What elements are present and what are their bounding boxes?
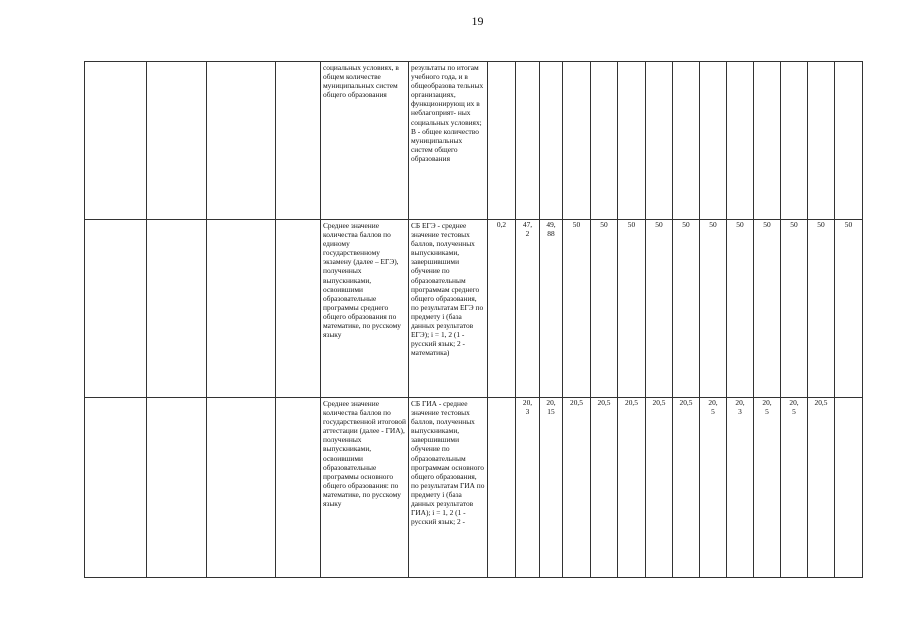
- indicator-text: социальных условиях, в общем количестве муниципальных систем общего образования: [323, 63, 399, 100]
- value-cell: [618, 398, 646, 578]
- formula-cell: [409, 398, 488, 578]
- value-cell: [540, 220, 563, 398]
- empty-cell: [276, 220, 321, 398]
- value-cell: [563, 220, 591, 398]
- value-text: 20, 5: [762, 398, 772, 417]
- value-text: 50: [655, 220, 663, 229]
- value-text: 20, 3: [735, 398, 745, 417]
- value-cell: [700, 220, 727, 398]
- empty-cell: [276, 62, 321, 220]
- value-text: 20,5: [652, 398, 666, 407]
- indicator-cell: [321, 62, 409, 220]
- value-cell: [516, 220, 540, 398]
- table-row: [85, 398, 863, 578]
- value-text: 20,5: [679, 398, 693, 407]
- value-text: 50: [736, 220, 744, 229]
- value-cell: [646, 62, 673, 220]
- value-text: 50: [600, 220, 608, 229]
- value-text: 50: [790, 220, 798, 229]
- value-cell: [781, 398, 808, 578]
- value-cell: [673, 398, 700, 578]
- value-cell: [700, 398, 727, 578]
- value-cell: [808, 398, 835, 578]
- value-cell: [540, 398, 563, 578]
- value-text: 20, 15: [546, 398, 556, 417]
- formula-cell: [409, 220, 488, 398]
- value-cell: [727, 220, 754, 398]
- value-cell: [727, 62, 754, 220]
- value-cell: [646, 220, 673, 398]
- value-cell: [808, 220, 835, 398]
- empty-cell: [147, 220, 207, 398]
- value-text: 50: [817, 220, 825, 229]
- value-cell: [673, 220, 700, 398]
- value-cell: [618, 62, 646, 220]
- value-cell: [618, 220, 646, 398]
- formula-text: СБ ГИА - среднее значение тестовых баллов, полученных выпускниками, завершившими обучение по образовательным программам основного общего образования, по результатам ГИА по предмету i (база данных результатов ГИА); i = 1, 2 (1 - русский язык; 2 -: [411, 399, 485, 527]
- page-number: 19: [471, 14, 484, 28]
- empty-cell: [207, 398, 276, 578]
- formula-cell: [409, 62, 488, 220]
- value-text: 0,2: [496, 220, 507, 229]
- value-cell: [727, 398, 754, 578]
- table-row: [85, 62, 863, 220]
- value-text: 49, 88: [546, 220, 556, 239]
- empty-cell: [85, 220, 147, 398]
- value-cell: [516, 62, 540, 220]
- table-row: [85, 220, 863, 398]
- value-cell: [754, 398, 781, 578]
- value-text: 50: [572, 220, 581, 229]
- value-text: 50: [682, 220, 690, 229]
- value-cell: [591, 220, 618, 398]
- value-cell: [835, 62, 863, 220]
- value-text: 20, 3: [522, 398, 533, 417]
- value-cell: [591, 62, 618, 220]
- value-cell: [591, 398, 618, 578]
- empty-cell: [207, 220, 276, 398]
- value-cell: [673, 62, 700, 220]
- value-text: 20,5: [814, 398, 828, 407]
- value-cell: [754, 220, 781, 398]
- empty-cell: [207, 62, 276, 220]
- formula-text: результаты по итогам учебного года, и в общеобразова тельных организациях, функционирующ их в неблагоприят- ных социальных условиях; В - общее количество муниципальных систем общего образования: [411, 63, 484, 163]
- value-cell: [563, 398, 591, 578]
- value-text: 47, 2: [522, 220, 533, 239]
- indicator-cell: [321, 398, 409, 578]
- value-text: 20,5: [570, 398, 583, 407]
- value-cell: [754, 62, 781, 220]
- value-text: 20,5: [625, 398, 638, 407]
- value-cell: [488, 62, 516, 220]
- indicator-text: Среднее значение количества баллов по единому государственному экзамену (далее – ЕГЭ), полученных выпускниками, освоившими образовательные программы среднего общего образования по математике, по русскому языку: [323, 221, 402, 340]
- value-cell: [488, 220, 516, 398]
- value-text: 20, 5: [789, 398, 799, 417]
- empty-cell: [147, 62, 207, 220]
- empty-cell: [85, 398, 147, 578]
- value-cell: [488, 398, 516, 578]
- value-text: 20,5: [597, 398, 611, 407]
- indicator-cell: [321, 220, 409, 398]
- value-cell: [781, 62, 808, 220]
- value-cell: [516, 398, 540, 578]
- value-cell: [563, 62, 591, 220]
- document-table: [84, 61, 863, 578]
- value-cell: [540, 62, 563, 220]
- value-text: 50: [763, 220, 771, 229]
- value-text: 50: [844, 220, 853, 229]
- value-cell: [835, 220, 863, 398]
- value-cell: [700, 62, 727, 220]
- value-cell: [646, 398, 673, 578]
- value-text: 50: [627, 220, 636, 229]
- value-text: 20, 5: [708, 398, 718, 417]
- formula-text: СБ ЕГЭ - среднее значение тестовых баллов, полученных выпускниками, завершившими обучение по образовательным программам среднего общего образования, по результатам ЕГЭ по предмету i (база данных результатов ЕГЭ); i = 1, 2 (1 - русский язык; 2 - математика): [411, 221, 484, 358]
- indicator-text: Среднее значение количества баллов по государственной итоговой аттестации (далее - ГИА), полученных выпускниками, освоившими образовательные программы основного общего образования: по математике, по русскому языку: [323, 399, 406, 509]
- value-cell: [808, 62, 835, 220]
- empty-cell: [276, 398, 321, 578]
- value-cell: [835, 398, 863, 578]
- empty-cell: [85, 62, 147, 220]
- empty-cell: [147, 398, 207, 578]
- value-text: 50: [709, 220, 717, 229]
- value-cell: [781, 220, 808, 398]
